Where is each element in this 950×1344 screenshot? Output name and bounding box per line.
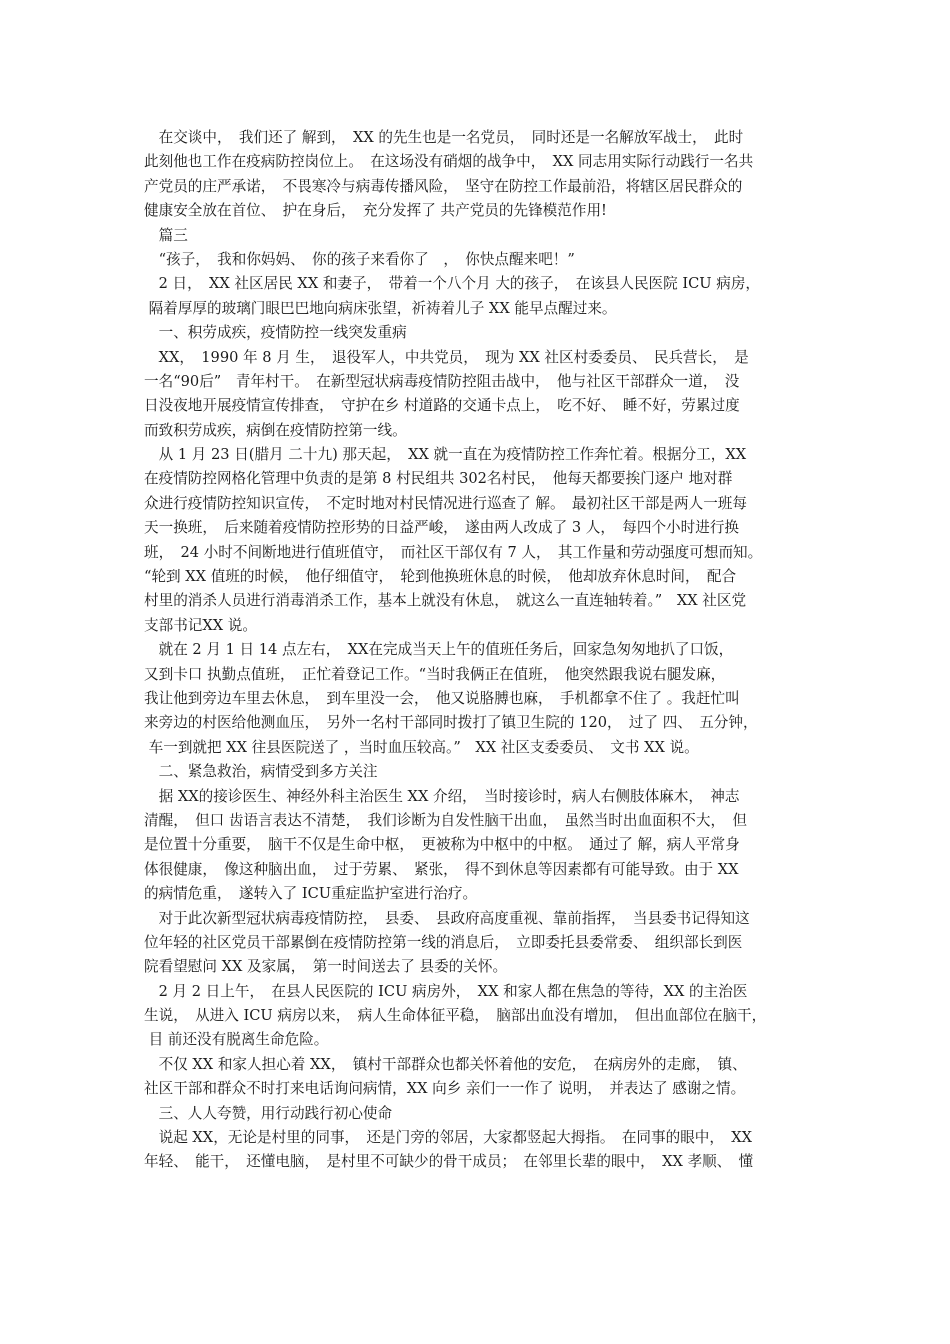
text-line: 班， 24 小时不间断地进行值班值守， 而社区干部仅有 7 人， 其工作量和劳动强度可想而知。 xyxy=(144,543,763,561)
text-line: 2 月 2 日上午， 在县人民医院的 ICU 病房外， XX 和家人都在焦急的等待，XX 的主治医 xyxy=(144,982,748,1000)
text-line: 天一换班， 后来随着疫情防控形势的日益严峻， 遂由两人改成了 3 人， 每四个小时进行换 xyxy=(144,519,740,537)
text-line: 年轻、 能干， 还懂电脑， 是村里不可缺少的骨干成员； 在邻里长辈的眼中， XX 孝顺、 懂 xyxy=(144,1153,754,1171)
text-line: 我让他到旁边车里去休息， 到车里没一会， 他又说胳膊也麻， 手机都拿不住了 。我赶忙叫 xyxy=(144,689,740,707)
text-line: 来旁边的村医给他测血压， 另外一名村干部同时拨打了镇卫生院的 120， 过了 四、 五分钟， xyxy=(144,714,758,732)
text-line: 社区干部和群众不时打来电话询问病情，XX 向乡 亲们一一作了 说明， 并表达了 感谢之情。 xyxy=(144,1080,746,1098)
text-line: 一名“90后” 青年村干。 在新型冠状病毒疫情防控阻击战中， 他与社区干部群众一道， 没 xyxy=(144,372,740,390)
text-line: 而致积劳成疾，病倒在疫情防控第一线。 xyxy=(144,421,407,439)
text-line: “孩子， 我和你妈妈、 你的孩子来看你了 ， 你快点醒来吧！” xyxy=(144,250,575,268)
text-line: XX， 1990 年 8 月 生， 退役军人，中共党员， 现为 XX 社区村委委员、 民兵营长， 是 xyxy=(144,348,749,366)
text-line: 据 XX的接诊医生、神经外科主治医生 XX 介绍， 当时接诊时，病人右侧肢体麻木， 神志 xyxy=(144,787,740,805)
text-line: 一、积劳成疾，疫情防控一线突发重病 xyxy=(144,324,407,342)
text-line: 就在 2 月 1 日 14 点左右， XX在完成当天上午的值班任务后，回家急匆匆地扒了口饭， xyxy=(144,641,734,659)
text-line: 产党员的庄严承诺， 不畏寒冷与病毒传播风险， 坚守在防控工作最前沿，将辖区居民群众的 xyxy=(144,177,743,195)
text-line: 2 日， XX 社区居民 XX 和妻子， 带着一个八个月 大的孩子， 在该县人民医院 ICU 病房， xyxy=(144,275,761,293)
text-line: 说起 XX，无论是村里的同事， 还是门旁的邻居，大家都竖起大拇指。 在同事的眼中， XX xyxy=(144,1129,753,1147)
text-line: 的病情危重， 遂转入了 ICU重症监护室进行治疗。 xyxy=(144,885,478,903)
text-line: 众进行疫情防控知识宣传， 不定时地对村民情况进行巡查了 解。 最初社区干部是两人一班每 xyxy=(144,494,747,512)
text-line: 又到卡口 执勤点值班， 正忙着登记工作。“当时我俩正在值班， 他突然跟我说右腿发麻， xyxy=(144,665,726,683)
text-line: 体很健康， 像这种脑出血， 过于劳累、 紧张， 得不到休息等因素都有可能导致。由于 XX xyxy=(144,860,739,878)
text-line: 三、人人夸赞，用行动践行初心使命 xyxy=(144,1104,393,1122)
text-line: 从 1 月 23 日(腊月 二十九) 那天起， XX 就一直在为疫情防控工作奔忙着。根据分工，XX xyxy=(144,446,747,464)
text-line: 健康安全放在首位、 护在身后， 充分发挥了 共产党员的先锋模范作用! xyxy=(144,202,607,220)
text-line: 二、紧急救治，病情受到多方关注 xyxy=(144,763,378,781)
text-line: “轮到 XX 值班的时候， 他仔细值守， 轮到他换班休息的时候， 他却放弃休息时间， 配合 xyxy=(144,568,737,586)
text-line: 生说， 从进入 ICU 病房以来， 病人生命体征平稳， 脑部出血没有增加， 但出血部位在脑干， xyxy=(144,1007,767,1025)
text-line: 院看望慰问 XX 及家属， 第一时间送去了 县委的关怀。 xyxy=(144,958,508,976)
text-line: 位年轻的社区党员干部累倒在疫情防控第一线的消息后， 立即委托县委常委、 组织部长到医 xyxy=(144,933,743,951)
text-line: 此刻他也工作在疫病防控岗位上。 在这场没有硝烟的战争中， XX 同志用实际行动践行一名共 xyxy=(144,153,754,171)
text-line: 日没夜地开展疫情宣传排查， 守护在乡 村道路的交通卡点上， 吃不好、 睡不好，劳累过度 xyxy=(144,397,740,415)
text-line: 对于此次新型冠状病毒疫情防控， 县委、 县政府高度重视、靠前指挥， 当县委书记得知这 xyxy=(144,909,750,927)
text-line: 支部书记XX 说。 xyxy=(144,616,257,634)
text-line: 目 前还没有脱离生命危险。 xyxy=(144,1031,329,1049)
text-line: 在疫情防控网格化管理中负责的是第 8 村民组共 302名村民， 他每天都要挨门逐户 地对群 xyxy=(144,470,733,488)
text-line: 在交谈中， 我们还了 解到， XX 的先生也是一名党员， 同时还是一名解放军战士， 此时 xyxy=(144,129,744,146)
text-line: 是位置十分重要， 脑干不仅是生命中枢， 更被称为中枢中的中枢。 通过了 解，病人平常身 xyxy=(144,836,740,854)
text-line: 车一到就把 XX 往县医院送了 ，当时血压较高。” XX 社区支委委员、 文书 XX 说。 xyxy=(144,738,699,756)
text-line: 不仅 XX 和家人担心着 XX， 镇村干部群众也都关怀着他的安危， 在病房外的走廊， 镇、 xyxy=(144,1055,747,1073)
text-line: 清醒， 但口 齿语言表达不清楚， 我们诊断为自发性脑干出血， 虽然当时出血面积不大， 但 xyxy=(144,811,747,829)
text-line: 篇三 xyxy=(144,226,188,244)
document-body xyxy=(144,126,816,1175)
text-line: 村里的消杀人员进行消毒消杀工作，基本上就没有休息， 就这么一直连轴转着。” XX 社区党 xyxy=(144,592,747,610)
text-line: 隔着厚厚的玻璃门眼巴巴地向病床张望，祈祷着儿子 XX 能早点醒过来。 xyxy=(144,299,617,317)
